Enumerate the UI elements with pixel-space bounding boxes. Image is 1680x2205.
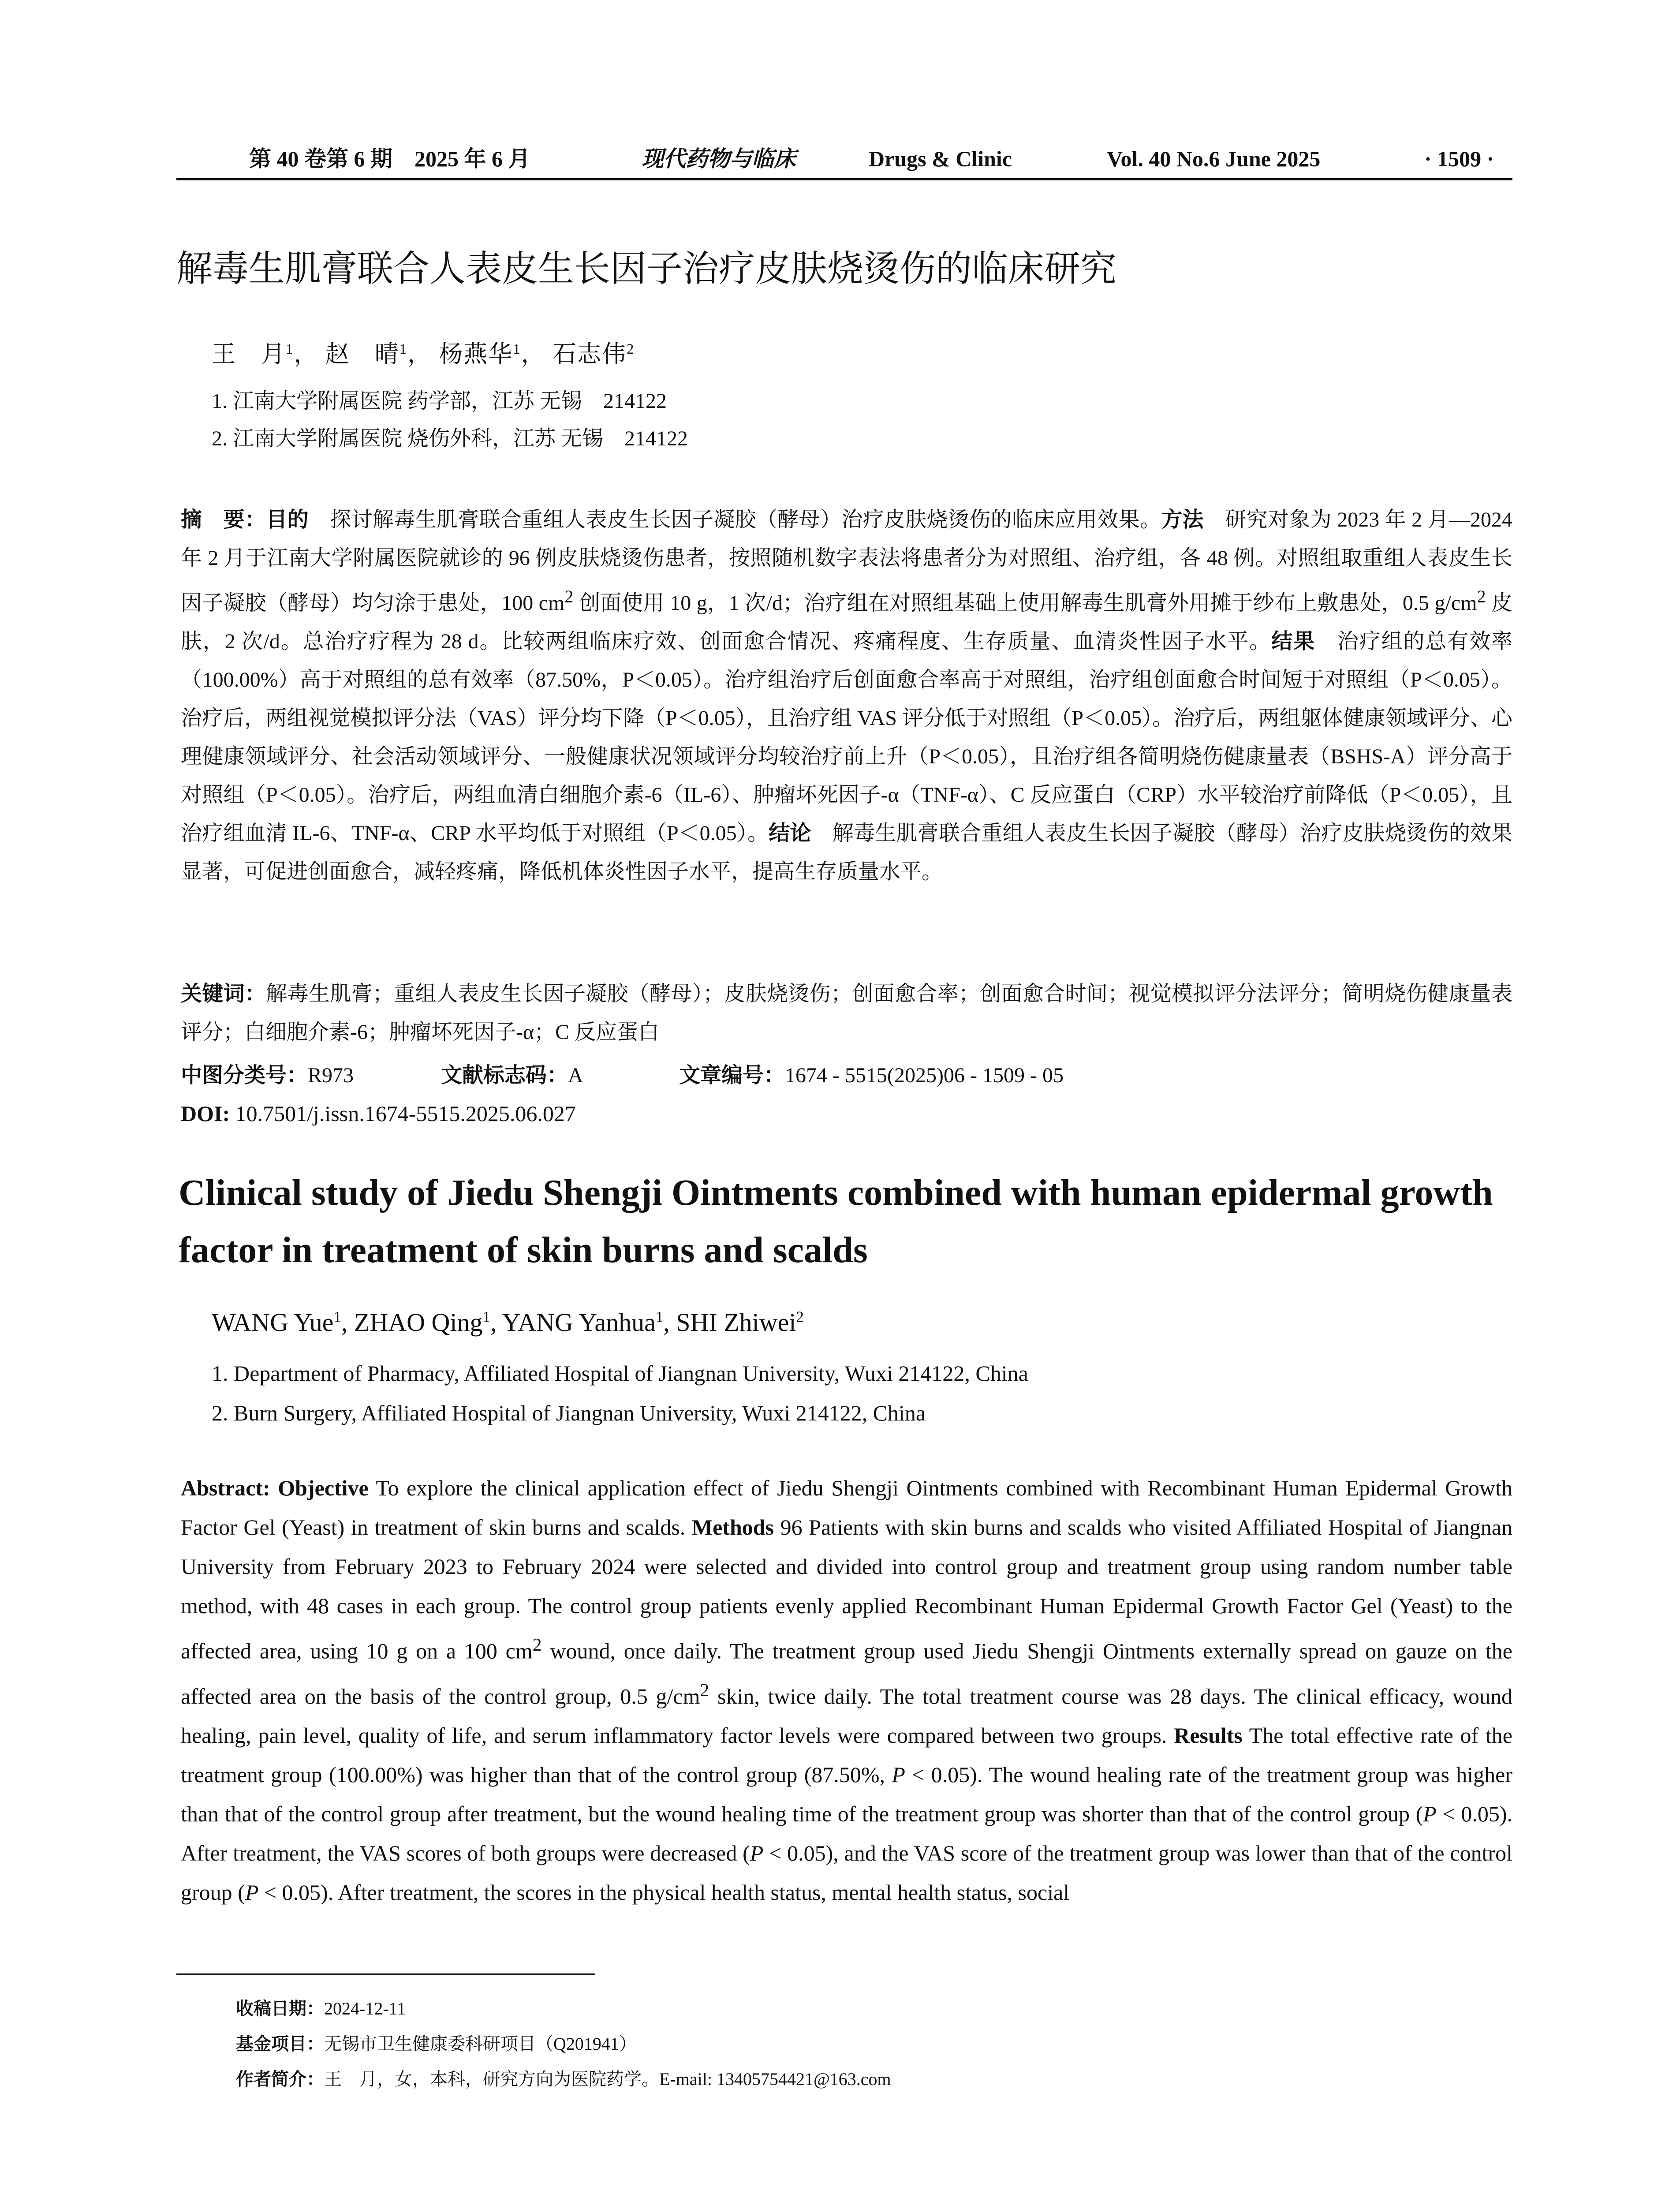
p-value-symbol: P [1423, 1801, 1437, 1827]
methods-en-sup: 2 [532, 1635, 542, 1655]
methods-cn-sup: 2 [564, 587, 574, 606]
author-sup: 1 [286, 341, 294, 357]
footnote-label: 基金项目： [236, 2034, 324, 2054]
objective-cn-label: 目的 [266, 507, 309, 532]
results-en-4: < 0.05), and the VAS score of the treatment group was lower than that of the control group ( [181, 1841, 1513, 1905]
footnote-funding [236, 2030, 637, 2055]
header-issue-cn: 第 40 卷第 6 期 2025 年 6 月 [249, 146, 530, 171]
abstract-en [181, 1469, 1512, 1912]
article-number-value: 1674 - 5515(2025)06 - 1509 - 05 [785, 1064, 1064, 1087]
affiliation-en-2: 2. Burn Surgery, Affiliated Hospital of Jiangnan University, Wuxi 214122, China [212, 1401, 926, 1425]
methods-cn-label: 方法 [1161, 507, 1204, 532]
footnote-text: 2024-12-11 [324, 1999, 406, 2018]
author-cn: 杨燕华 [439, 341, 513, 367]
running-header [176, 140, 1512, 177]
author-en: ZHAO Qing [354, 1308, 483, 1337]
results-en-1: The total effective rate of the treatment group (100.00%) was higher than that of the control group (87.50%, [181, 1723, 1512, 1787]
author-sup: 1 [482, 1308, 490, 1326]
author-sup: 1 [513, 341, 521, 357]
objective-cn: 探讨解毒生肌膏联合重组人表皮生长因子凝胶（酵母）治疗皮肤烧烫伤的临床应用效果。 [309, 508, 1161, 531]
doc-code-value: A [568, 1064, 583, 1087]
results-cn: 治疗组的总有效率（100.00%）高于对照组的总有效率（87.50%，P＜0.05）。治疗组治疗后创面愈合率高于对照组，治疗组创面愈合时间短于对照组（P＜0.05）。治疗后，两组视觉模拟评分法（VAS）评分均下降（P＜0.05），且治疗组 VAS 评分低于对照组（P＜0.05）。治疗后，两组躯体健康领域评分、心理健康领域评分、社会活动领域评分、一般健康状况领域评分均较治疗前上升（P＜0.05），且治疗组各简明烧伤健康量表（BSHS-A）评分高于对照组（P＜0.05）。治疗后，两组血清白细胞介素-6（IL-6）、肿瘤坏死因子-α（TNF-α）、C 反应蛋白（CRP）水平较治疗前降低（P＜0.05），且治疗组血清 IL-6、TNF-α、CRP 水平均低于对照组（P＜0.05）。 [181, 630, 1512, 845]
title-en: Clinical study of Jiedu Shengji Ointments combined with human epidermal growth factor in treatment of skin burns and scalds [179, 1172, 1493, 1271]
objective-en: To explore the clinical application effect of Jiedu Shengji Ointments combined with Recombinant Human Epidermal Growth Factor Gel (Yeast) in treatment of skin burns and scalds. [181, 1476, 1513, 1540]
p-value-symbol: P [892, 1762, 905, 1787]
authors-en: WANG Yue$^1$, ZHAO Qing$^1$, YANG Yanhua$^1$, SHI Zhiwei$^2$ [212, 1308, 804, 1337]
clc-label: 中图分类号： [181, 1063, 308, 1088]
author-en: WANG Yue [212, 1308, 334, 1337]
authors-cn: 王 月$^1$， 赵 晴$^1$， 杨燕华$^1$， 石志伟$^2$ [212, 341, 635, 367]
author-sup: 1 [399, 341, 407, 357]
methods-cn-3: 皮肤，2 次/d。总治疗疗程为 28 d。比较两组临床疗效、创面愈合情况、疼痛程度、生存质量、血清炎性因子水平。 [181, 591, 1512, 653]
methods-en-3: skin, twice daily. The total treatment course was 28 days. The clinical efficacy, wound healing, pain level, quality of life, and serum inflammatory factor levels were compared between two groups. [181, 1684, 1512, 1748]
author-sup: 1 [333, 1308, 341, 1326]
author-cn: 赵 晴 [325, 341, 399, 367]
methods-cn: 研究对象为 2023 年 2 月—2024 年 2 月于江南大学附属医院就诊的 96 例皮肤烧烫伤患者，按照随机数字表法将患者分为对照组、治疗组，各 48 例。对照组取重组人表皮生长因子凝胶（酵母）均匀涂于患处，100 cm [181, 508, 1512, 615]
methods-en: 96 Patients with skin burns and scalds who visited Affiliated Hospital of Jiangnan University from February 2023 to February 2024 were selected and divided into control group and treatment group using random number table method, with 48 cases in each group. The control group patients evenly applied Recombinant Human Epidermal Growth Factor Gel (Yeast) to the affected area, using 10 g on a 100 cm [181, 1515, 1513, 1663]
author-sup: 1 [655, 1308, 664, 1326]
footnote-rule [176, 1973, 595, 1975]
methods-en-label: Methods [691, 1515, 774, 1540]
results-en-2: < 0.05). The wound healing rate of the treatment group was higher than that of the control group after treatment, but the wound healing time of the treatment group was shorter than that of the control group ( [181, 1762, 1512, 1827]
abstract-en-label: Abstract: [181, 1476, 270, 1500]
footnote-label: 作者简介： [236, 2069, 324, 2089]
methods-cn-2: 创面使用 10 g，1 次/d；治疗组在对照组基础上使用解毒生肌膏外用摊于纱布上敷患处，0.5 g/cm [573, 591, 1477, 615]
author-cn: 王 月 [212, 341, 286, 367]
affiliation-en-1: 1. Department of Pharmacy, Affiliated Hospital of Jiangnan University, Wuxi 214122, China [212, 1361, 1028, 1386]
methods-en-sup-2: 2 [700, 1680, 709, 1700]
methods-en-2: wound, once daily. The treatment group used Jiedu Shengji Ointments externally spread on gauze on the affected area on the basis of the control group, 0.5 g/cm [181, 1638, 1512, 1709]
affiliation-cn-1: 1. 江南大学附属医院 药学部，江苏 无锡 214122 [212, 389, 667, 413]
author-cn: 石志伟 [553, 341, 627, 367]
abstract-cn-label: 摘 要： [181, 507, 266, 532]
clc-value: R973 [308, 1064, 354, 1087]
results-en-5: < 0.05). After treatment, the scores in the physical health status, mental health status, social [258, 1880, 1070, 1905]
p-value-symbol: P [750, 1841, 764, 1866]
doi-label: DOI: [181, 1101, 230, 1126]
footnote-text: 无锡市卫生健康委科研项目（Q201941） [324, 2034, 637, 2054]
affiliation-cn-2: 2. 江南大学附属医院 烧伤外科，江苏 无锡 214122 [212, 427, 688, 450]
keywords-cn [181, 975, 1512, 1051]
footnote-received [236, 1995, 406, 2020]
article-number-label: 文章编号： [679, 1063, 785, 1088]
header-page-number: · 1509 · [1424, 146, 1494, 171]
classification-meta [181, 1056, 1064, 1095]
header-journal-en: Drugs & Clinic [869, 146, 1012, 171]
author-sup: 2 [627, 341, 635, 357]
header-journal-cn: 现代药物与临床 [642, 146, 796, 171]
methods-cn-sup-2: 2 [1477, 587, 1486, 606]
keywords-cn-text: 解毒生肌膏；重组人表皮生长因子凝胶（酵母）；皮肤烧烫伤；创面愈合率；创面愈合时间；视觉模拟评分法评分；简明烧伤健康量表评分；白细胞介素-6；肿瘤坏死因子-α；C 反应蛋白 [181, 982, 1512, 1044]
results-en-label: Results [1174, 1723, 1243, 1748]
doi-value: 10.7501/j.issn.1674-5515.2025.06.027 [230, 1101, 576, 1126]
doc-code-label: 文献标志码： [441, 1063, 568, 1088]
header-issue-en: Vol. 40 No.6 June 2025 [1107, 146, 1321, 171]
results-en-3: < 0.05). After treatment, the VAS scores of both groups were decreased ( [181, 1801, 1512, 1866]
footnote-text: 王 月，女，本科，研究方向为医院药学。E-mail: 13405754421@163.com [324, 2069, 891, 2089]
conclusion-cn-label: 结论 [769, 821, 811, 845]
author-en: YANG Yanhua [502, 1308, 656, 1337]
header-rule [176, 178, 1512, 180]
footnote-label: 收稿日期： [236, 1999, 324, 2019]
doi-line [181, 1095, 576, 1133]
author-en: SHI Zhiwei [676, 1308, 796, 1337]
title-cn: 解毒生肌膏联合人表皮生长因子治疗皮肤烧烫伤的临床研究 [176, 248, 1117, 290]
abstract-cn [181, 501, 1512, 891]
keywords-cn-label: 关键词： [181, 981, 266, 1006]
conclusion-cn: 解毒生肌膏联合重组人表皮生长因子凝胶（酵母）治疗皮肤烧烫伤的效果显著，可促进创面愈合，减轻疼痛，降低机体炎性因子水平，提高生存质量水平。 [181, 822, 1512, 883]
footnote-author-bio [236, 2065, 891, 2090]
objective-en-label: Objective [278, 1476, 369, 1500]
author-sup: 2 [796, 1308, 804, 1326]
p-value-symbol: P [245, 1880, 259, 1905]
results-cn-label: 结果 [1271, 629, 1315, 654]
